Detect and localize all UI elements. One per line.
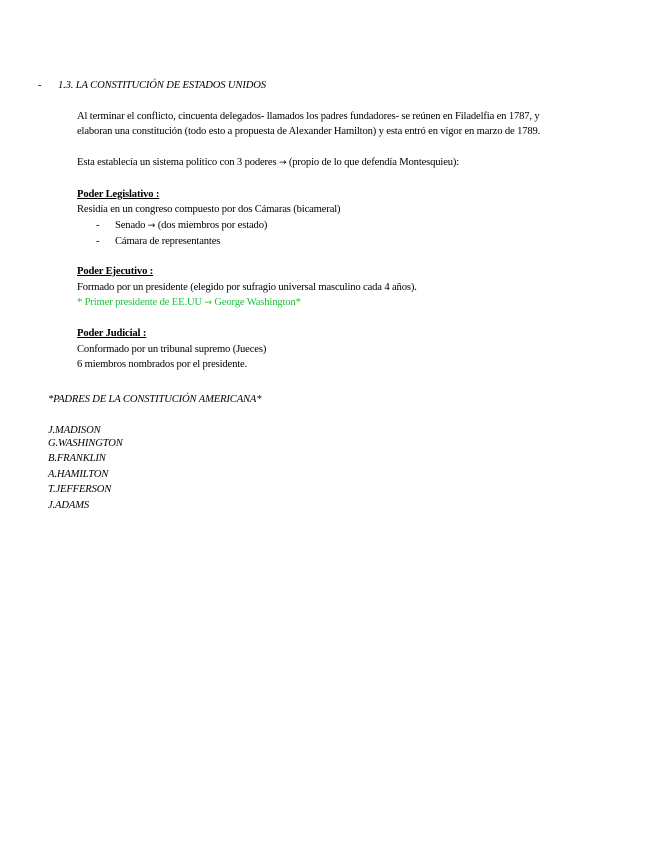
section-heading: 1.3. LA CONSTITUCIÓN DE ESTADOS UNIDOS	[58, 80, 266, 91]
ejecutivo-desc: Formado por un presidente (elegido por sufragio universal masculino cada 4 años).	[77, 282, 417, 293]
judicial-title: Poder Judicial :	[77, 328, 147, 339]
list-bullet: -	[96, 236, 100, 247]
right-arrow-icon: →	[278, 158, 287, 168]
judicial-line-2: 6 miembros nombrados por el presidente.	[77, 359, 248, 370]
ejecutivo-title: Poder Ejecutivo :	[77, 266, 154, 277]
padre-name: B.FRANKLIN	[48, 453, 106, 464]
intro-line-1: Al terminar el conflicto, cincuenta delegados- llamados los padres fundadores- se reúnen en Filadelfia en 1787, y	[77, 111, 540, 122]
padre-name: J.ADAMS	[48, 500, 90, 511]
powers-intro-text: Esta establecía un sistema político con 3 poderes	[77, 157, 277, 168]
ejecutivo-note-name: George Washington*	[214, 297, 301, 308]
padre-name: J.MADISON	[48, 425, 101, 436]
powers-intro	[77, 156, 459, 170]
heading-bullet: -	[38, 80, 42, 91]
padre-name: G.WASHINGTON	[48, 438, 123, 449]
legislativo-title: Poder Legislativo :	[77, 189, 160, 200]
right-arrow-icon: →	[204, 298, 212, 308]
padre-name: A.HAMILTON	[48, 469, 109, 480]
intro-line-2: elaboran una constitución (todo esto a propuesta de Alexander Hamilton) y esta entró en vigor en marzo de 1789.	[77, 126, 541, 137]
legislativo-desc: Residía en un congreso compuesto por dos Cámaras (bicameral)	[77, 204, 341, 215]
legislativo-item-senado	[115, 219, 267, 233]
list-bullet: -	[96, 220, 100, 231]
powers-intro-text-after: (propio de lo que defendía Montesquieu):	[288, 157, 460, 168]
padre-name: T.JEFFERSON	[48, 484, 112, 495]
senado-label: Senado	[115, 220, 146, 231]
ejecutivo-note-text: * Primer presidente de EE.UU	[77, 297, 202, 308]
right-arrow-icon: →	[147, 221, 156, 231]
senado-detail: (dos miembros por estado)	[157, 220, 268, 231]
ejecutivo-note	[77, 296, 301, 310]
judicial-line-1: Conformado por un tribunal supremo (Jueces)	[77, 344, 267, 355]
legislativo-item-camara: Cámara de representantes	[115, 236, 221, 247]
padres-title: *PADRES DE LA CONSTITUCIÓN AMERICANA*	[48, 394, 262, 405]
